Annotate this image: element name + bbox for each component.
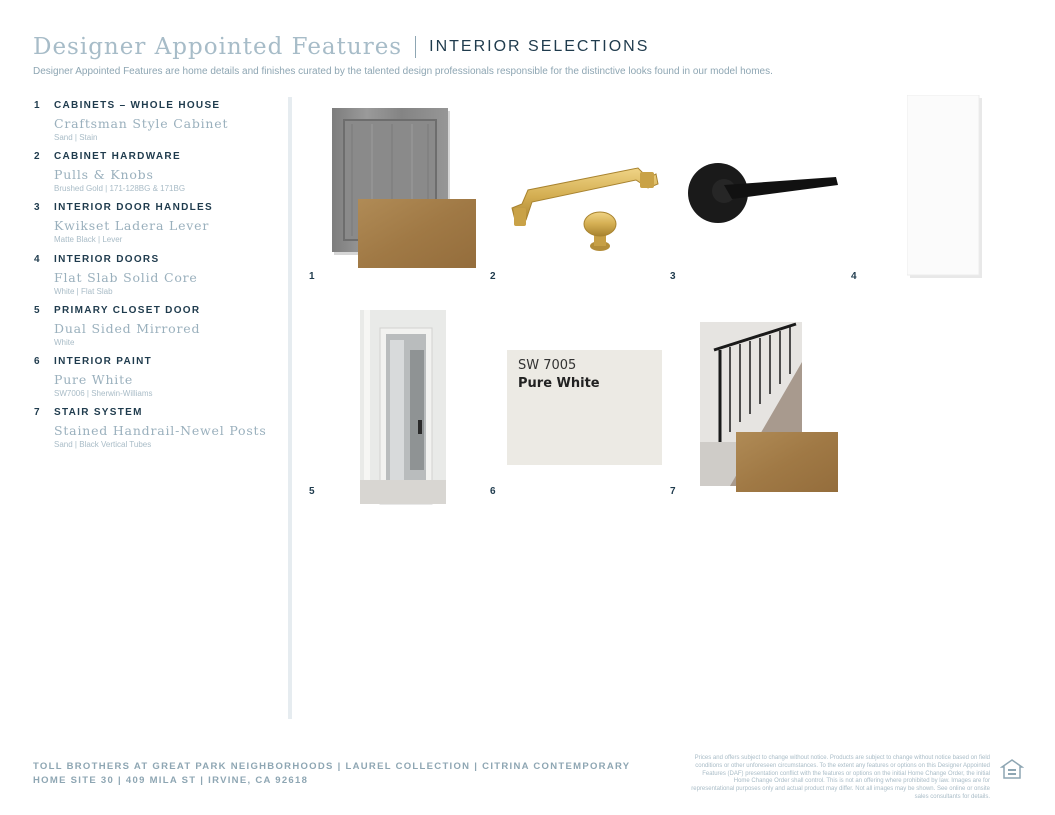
footer-community xyxy=(33,760,630,788)
paint-chip xyxy=(507,350,662,465)
page-title: Designer Appointed Features xyxy=(33,34,403,60)
item-number: 4 xyxy=(34,253,40,265)
black-lever-image xyxy=(688,155,844,233)
equal-housing-icon xyxy=(1000,758,1024,782)
cabinet-door-image xyxy=(332,108,478,270)
list-item xyxy=(34,100,284,151)
item-category: INTERIOR DOORS xyxy=(54,253,160,265)
item-name: Dual Sided Mirrored xyxy=(54,320,201,336)
item-number: 5 xyxy=(34,304,40,316)
list-item xyxy=(34,356,284,407)
paint-code: SW 7005 xyxy=(518,358,577,373)
item-detail: SW7006 | Sherwin-Williams xyxy=(54,388,153,398)
item-number: 7 xyxy=(34,407,40,419)
list-item xyxy=(34,202,284,253)
staircase-image xyxy=(700,322,840,494)
grid-number-4: 4 xyxy=(851,271,857,282)
item-name: Craftsman Style Cabinet xyxy=(54,116,229,131)
item-detail: Sand | Stain xyxy=(54,133,98,142)
item-category: CABINET HARDWARE xyxy=(54,151,181,163)
paint-name: Pure White xyxy=(518,376,600,391)
intro-text: Designer Appointed Features are home details and finishes curated by the talented design professionals responsible for the distinctive looks found in our model homes. xyxy=(33,66,773,77)
footer-line-2: HOME SITE 30 | 409 MILA ST | IRVINE, CA 92618 xyxy=(33,775,309,786)
item-detail: Brushed Gold | 171-128BG & 171BG xyxy=(54,184,186,194)
item-name: Flat Slab Solid Core xyxy=(54,269,198,285)
grid-number-6: 6 xyxy=(490,486,496,497)
item-name: Stained Handrail-Newel Posts xyxy=(54,423,267,439)
item-number: 3 xyxy=(34,202,40,214)
title-separator xyxy=(415,36,416,58)
item-category: STAIR SYSTEM xyxy=(54,407,143,419)
item-number: 6 xyxy=(34,355,40,367)
grid-number-3: 3 xyxy=(670,271,676,282)
item-category: INTERIOR PAINT xyxy=(54,355,153,367)
grid-number-2: 2 xyxy=(490,271,496,282)
white-door-image xyxy=(907,95,985,281)
item-detail: Sand | Black Vertical Tubes xyxy=(54,440,152,450)
item-category: INTERIOR DOOR HANDLES xyxy=(54,202,213,214)
footer-line-1: TOLL BROTHERS AT GREAT PARK NEIGHBORHOODS | LAUREL COLLECTION | CITRINA CONTEMPORARY xyxy=(33,761,631,772)
page-subtitle: INTERIOR SELECTIONS xyxy=(429,38,650,55)
selection-list xyxy=(34,100,284,458)
list-item xyxy=(34,151,284,202)
item-detail: White | Flat Slab xyxy=(54,286,113,296)
item-category: PRIMARY CLOSET DOOR xyxy=(54,304,201,316)
item-name: Pulls & Knobs xyxy=(54,167,154,183)
list-item xyxy=(34,407,284,458)
list-item xyxy=(34,254,284,305)
gold-hardware-image xyxy=(508,150,660,254)
item-detail: White xyxy=(54,337,75,347)
footer-disclaimer: Prices and offers subject to change without notice. Products are subject to change without notice based on field conditions or other unforeseen circumstances. To the extent any features or options on this Designer Appointed Features (DAF) presentation conflict with the features or options on the initial Home Change Order, the initial Home Change Order shall control. This is not an offering where prohibited by law. Images are for representational purposes only and actual product may differ. Not all images may be shown. See online or onsite sales consultants for details. xyxy=(691,755,990,800)
grid-number-5: 5 xyxy=(309,486,315,497)
vertical-divider xyxy=(288,97,292,719)
page-header xyxy=(33,34,649,60)
grid-number-1: 1 xyxy=(309,271,315,282)
item-name: Kwikset Ladera Lever xyxy=(54,218,210,234)
item-number: 2 xyxy=(34,151,40,163)
grid-number-7: 7 xyxy=(670,486,676,497)
item-detail: Matte Black | Lever xyxy=(54,235,123,245)
item-category: CABINETS – WHOLE HOUSE xyxy=(54,100,221,111)
item-name: Pure White xyxy=(54,371,134,387)
list-item xyxy=(34,305,284,356)
mirrored-door-image xyxy=(360,310,448,506)
item-number: 1 xyxy=(34,100,40,111)
